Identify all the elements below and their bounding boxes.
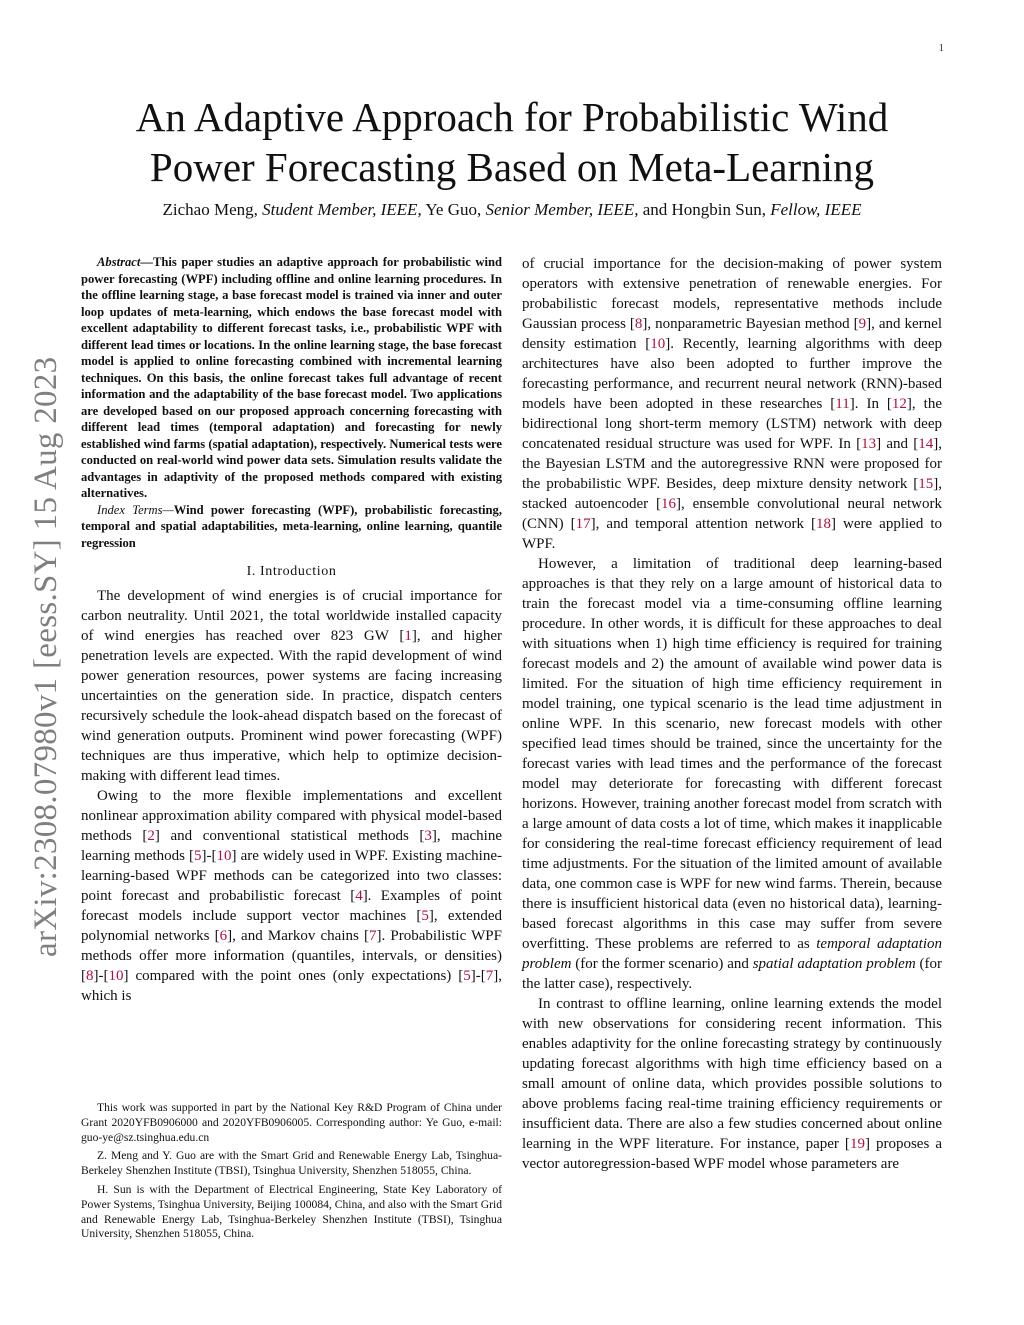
- citation-link[interactable]: 12: [891, 396, 907, 412]
- paper-title: [110, 92, 914, 192]
- emphasis-term: temporal adaptation problem: [522, 936, 942, 972]
- citation-link[interactable]: 8: [86, 968, 94, 984]
- arxiv-stamp: arXiv:2308.07980v1 [eess.SY] 15 Aug 2023: [28, 356, 64, 957]
- citation-link[interactable]: 16: [661, 496, 677, 512]
- author-3-role: Fellow, IEEE: [770, 200, 862, 219]
- abstract-text: This paper studies an adaptive approach for probabilistic wind power forecasting (WPF) including offline and online learning procedures. In the offline learning stage, a base forecast model is trained via inner and outer loop updates of meta-learning, which endows the base forecast model with excellent adaptability to different forecast tasks, i.e., probabilistic WPF with different lead times or locations. In the online learning stage, the base forecast model is applied to online forecasting combined with incremental learning techniques. On this basis, the online forecast takes full advantage of recent information and the adaptability of the base forecast model. Two applications are developed based on our proposed approach concerning forecasting with different lead times (temporal adaptation) and forecasting for newly established wind farms (spatial adaptation), respectively. Numerical tests were conducted on real-world wind power data sets. Simulation results validate the advantages in adaptivity of the proposed methods compared with existing alternatives.: [81, 255, 502, 500]
- citation-link[interactable]: 15: [918, 476, 934, 492]
- citation-link[interactable]: 5: [463, 968, 471, 984]
- citation-link[interactable]: 6: [219, 928, 228, 944]
- page-number: 1: [938, 42, 944, 54]
- footnote-funding: This work was supported in part by the National Key R&D Program of China under Grant 2020YFB0906000 and 2020YFB0906005. Corresponding author: Ye Guo, e-mail: guo-ye@sz.tsinghua.edu.cn: [81, 1101, 502, 1144]
- citation-link[interactable]: 13: [861, 436, 877, 452]
- citation-link[interactable]: 3: [424, 828, 432, 844]
- section-heading-introduction: I. Introduction: [246, 564, 337, 579]
- citation-link[interactable]: 7: [369, 928, 377, 944]
- author-3-name: and Hongbin Sun,: [638, 200, 771, 219]
- footnote-affiliation-1: Z. Meng and Y. Guo are with the Smart Grid and Renewable Energy Lab, Tsinghua-Berkeley Shenzhen Institute (TBSI), Tsinghua University, Shenzhen 518055, China.: [81, 1149, 502, 1178]
- title-line-1: An Adaptive Approach for Probabilistic Wind: [135, 94, 889, 140]
- citation-link[interactable]: 10: [216, 848, 232, 864]
- index-terms: [81, 502, 502, 552]
- citation-link[interactable]: 2: [147, 828, 155, 844]
- citation-link[interactable]: 14: [918, 436, 934, 452]
- title-line-2: Power Forecasting Based on Meta-Learning: [149, 144, 875, 190]
- emphasis-term: spatial adaptation problem: [752, 956, 916, 972]
- abstract: [81, 254, 502, 502]
- citation-link[interactable]: 17: [575, 516, 591, 532]
- footnotes: [81, 1101, 502, 1246]
- author-1-name: Zichao Meng,: [162, 200, 263, 219]
- author-2-role: Senior Member, IEEE,: [485, 200, 639, 219]
- citation-link[interactable]: 18: [816, 516, 832, 532]
- intro-paragraph-2-continued: of crucial importance for the decision-making of power system operators with extensive penetration of renewable energies. For probabilistic forecast models, representative methods include Gaussian process [8], nonparametric Bayesian method [9], and kernel density estimation [10]. Recently, learning algorithms with deep architectures have also been adopted to further improve the forecasting performance, and recurrent neural network (RNN)-based models have been adopted in these researches [11]. In [12], the bidirectional long short-term memory (LSTM) network with deep concatenated residual structure was used for WPF. In [13] and [14], the Bayesian LSTM and the autoregressive RNN were proposed for the probabilistic WPF. Besides, deep mixture density network [15], stacked autoencoder [16], ensemble convolutional neural network (CNN) [17], and temporal attention network [18] were applied to WPF.: [522, 256, 942, 552]
- citation-link[interactable]: 10: [108, 968, 124, 984]
- intro-paragraph-2: Owing to the more flexible implementations and excellent nonlinear approximation ability compared with physical model-based methods [2] and conventional statistical methods [3], machine learning methods [5]-[10] are widely used in WPF. Existing machine-learning-based WPF methods can be categorized into two classes: point forecast and probabilistic forecast [4]. Examples of point forecast models include support vector machines [5], extended polynomial networks [6], and Markov chains [7]. Probabilistic WPF methods offer more information (quantiles, intervals, or densities) [8]-[10] compared with the point ones (only expectations) [5]-[7], which is: [81, 788, 502, 1004]
- citation-link[interactable]: 10: [650, 336, 666, 352]
- index-terms-label: Index Terms—: [97, 502, 174, 517]
- citation-link[interactable]: 11: [835, 396, 850, 412]
- right-column: [522, 254, 942, 1174]
- footnote-affiliation-2: H. Sun is with the Department of Electrical Engineering, State Key Laboratory of Power Systems, Tsinghua University, Beijing 100084, China, and also with the Smart Grid and Renewable Energy Lab, Tsinghua-Berkeley Shenzhen Institute (TBSI), Tsinghua University, Shenzhen 518055, China.: [81, 1182, 502, 1241]
- author-line: [60, 200, 964, 220]
- author-1-role: Student Member, IEEE,: [262, 200, 422, 219]
- citation-link[interactable]: 8: [634, 316, 643, 332]
- citation-link[interactable]: 9: [858, 316, 867, 332]
- citation-link[interactable]: 5: [194, 848, 202, 864]
- citation-link[interactable]: 5: [421, 908, 429, 924]
- intro-paragraph-1: The development of wind energies is of crucial importance for carbon neutrality. Until 2021, the total worldwide installed capacity of wind energies has reached over 823 GW [1], and higher penetration levels are expected. With the rapid development of wind power generation resources, power systems are facing increasing uncertainties on the generation side. In practice, dispatch centers recursively schedule the look-ahead dispatch based on the forecast of wind generation outputs. Prominent wind power forecasting (WPF) techniques are thus imperative, which help to optimize decision-making with different lead times.: [81, 588, 502, 784]
- author-2-name: Ye Guo,: [421, 200, 486, 219]
- left-column: [81, 254, 502, 1006]
- citation-link[interactable]: 1: [404, 628, 412, 644]
- citation-link[interactable]: 4: [355, 888, 363, 904]
- index-terms-text: Wind power forecasting (WPF), probabilistic forecasting, temporal and spatial adaptabilities, meta-learning, online learning, quantile regression: [81, 502, 502, 550]
- abstract-label: Abstract—: [97, 255, 153, 269]
- citation-link[interactable]: 19: [849, 1136, 865, 1152]
- intro-paragraph-3: However, a limitation of traditional deep learning-based approaches is that they rely on a large amount of historical data to train the forecast model via a time-consuming offline learning procedure. In other words, it is difficult for these approaches to deal with situations when 1) high time efficiency is required for training forecast models and 2) the amount of available wind power data is limited. For the situation of high time efficiency requirement in model training, one typical scenario is the lead time adjustment in online WPF. In this scenario, new forecast models with other specified lead times should be trained, since the uncertainty for the forecast varies with lead times and the performance of the forecast model may deteriorate for forecasting with different forecast horizons. However, training another forecast model from scratch with a large amount of data costs a lot of time, which makes it inapplicable for considering the real-time forecast efficiency requirement of lead time adjustments. For the situation of the limited amount of available data, one common case is WPF for new wind farms. Therein, because there is insufficient historical data (even no historical data), learning-based forecast algorithms in this case may suffer from severe overfitting. These problems are referred to as temporal adaptation problem (for the former scenario) and spatial adaptation problem (for the latter case), respectively.: [522, 556, 942, 992]
- intro-paragraph-4: In contrast to offline learning, online learning extends the model with new observations for considering recent information. This enables adaptivity for the online forecasting strategy by continuously updating forecast algorithms with high time efficiency based on a small amount of online data, which provides possible solutions to above problems facing real-time training efficiency requirements or insufficient data. There are also a few studies concerned about online learning in the WPF literature. For instance, paper [19] proposes a vector autoregression-based WPF model whose parameters are: [522, 996, 942, 1172]
- citation-link[interactable]: 7: [485, 968, 494, 984]
